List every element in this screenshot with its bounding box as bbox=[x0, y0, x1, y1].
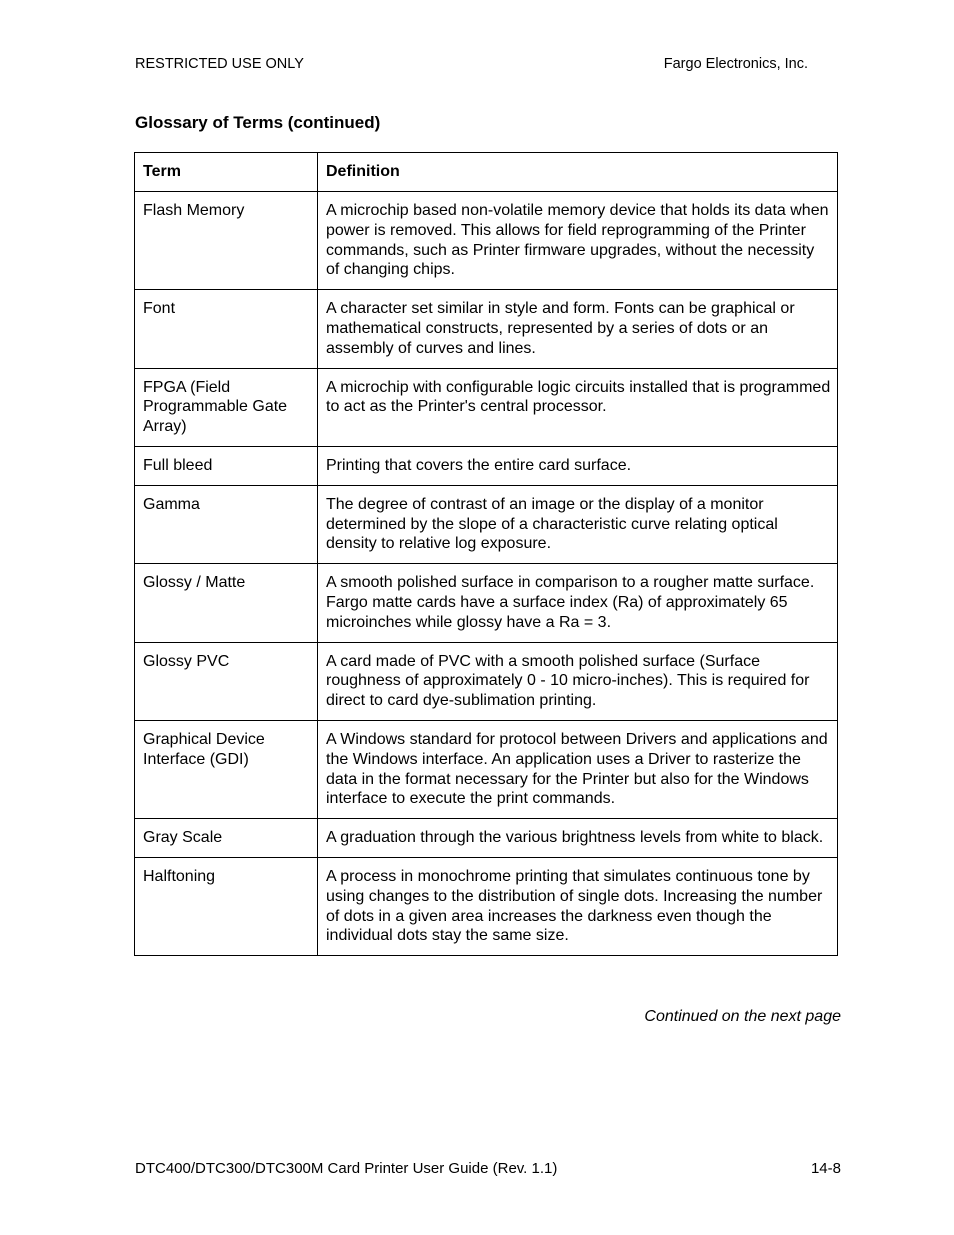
definition-cell: A microchip with configurable logic circuits installed that is programmed to act as the Printer's central processor. bbox=[318, 368, 838, 446]
definition-cell: A character set similar in style and form. Fonts can be graphical or mathematical constructs, represented by a series of dots or an assembly of curves and lines. bbox=[318, 290, 838, 368]
definition-cell: A graduation through the various brightness levels from white to black. bbox=[318, 819, 838, 858]
column-header-definition: Definition bbox=[318, 153, 838, 192]
definition-cell: A Windows standard for protocol between Drivers and applications and the Windows interface. An application uses a Driver to rasterize the data in the format necessary for the Printer but also for the Windows interface to execute the print commands. bbox=[318, 720, 838, 818]
term-cell: FPGA (Field Programmable Gate Array) bbox=[135, 368, 318, 446]
term-cell: Gamma bbox=[135, 485, 318, 563]
footer-page-number: 14-8 bbox=[810, 1160, 841, 1177]
table-row bbox=[135, 819, 838, 858]
definition-cell: Printing that covers the entire card surface. bbox=[318, 446, 838, 485]
definition-cell: A smooth polished surface in comparison to a rougher matte surface. Fargo matte cards have a surface index (Ra) of approximately 65 microinches while glossy have a Ra = 3. bbox=[318, 564, 838, 642]
definition-cell: A card made of PVC with a smooth polished surface (Surface roughness of approximately 0 - 10 micro-inches). This is required for direct to card dye-sublimation printing. bbox=[318, 642, 838, 720]
table-row bbox=[135, 857, 838, 955]
glossary-table bbox=[134, 152, 838, 956]
term-cell: Flash Memory bbox=[135, 192, 318, 290]
section-title: Glossary of Terms (continued) bbox=[135, 113, 381, 132]
table-row bbox=[135, 192, 838, 290]
definition-cell: The degree of contrast of an image or the display of a monitor determined by the slope of a characteristic curve relating optical density to relative log exposure. bbox=[318, 485, 838, 563]
table-row bbox=[135, 446, 838, 485]
table-row bbox=[135, 642, 838, 720]
term-cell: Glossy / Matte bbox=[135, 564, 318, 642]
table-row bbox=[135, 368, 838, 446]
term-cell: Gray Scale bbox=[135, 819, 318, 858]
definition-cell: A process in monochrome printing that simulates continuous tone by using changes to the distribution of single dots. Increasing the number of dots in a given area increases the darkness even though the individual dots stay the same size. bbox=[318, 857, 838, 955]
table-row bbox=[135, 290, 838, 368]
term-cell: Font bbox=[135, 290, 318, 368]
term-cell: Halftoning bbox=[135, 857, 318, 955]
term-cell: Glossy PVC bbox=[135, 642, 318, 720]
header-company-name: Fargo Electronics, Inc. bbox=[663, 56, 808, 72]
footer-document-title: DTC400/DTC300/DTC300M Card Printer User Guide (Rev. 1.1) bbox=[135, 1160, 558, 1177]
table-row bbox=[135, 485, 838, 563]
column-header-term: Term bbox=[135, 153, 318, 192]
table-row bbox=[135, 720, 838, 818]
continued-note: Continued on the next page bbox=[644, 1008, 841, 1025]
table-header-row bbox=[135, 153, 838, 192]
definition-cell: A microchip based non-volatile memory device that holds its data when power is removed. This allows for field reprogramming of the Printer commands, such as Printer firmware upgrades, without the necessity of changing chips. bbox=[318, 192, 838, 290]
table-row bbox=[135, 564, 838, 642]
header-restricted-notice: RESTRICTED USE ONLY bbox=[135, 56, 304, 72]
term-cell: Graphical Device Interface (GDI) bbox=[135, 720, 318, 818]
term-cell: Full bleed bbox=[135, 446, 318, 485]
